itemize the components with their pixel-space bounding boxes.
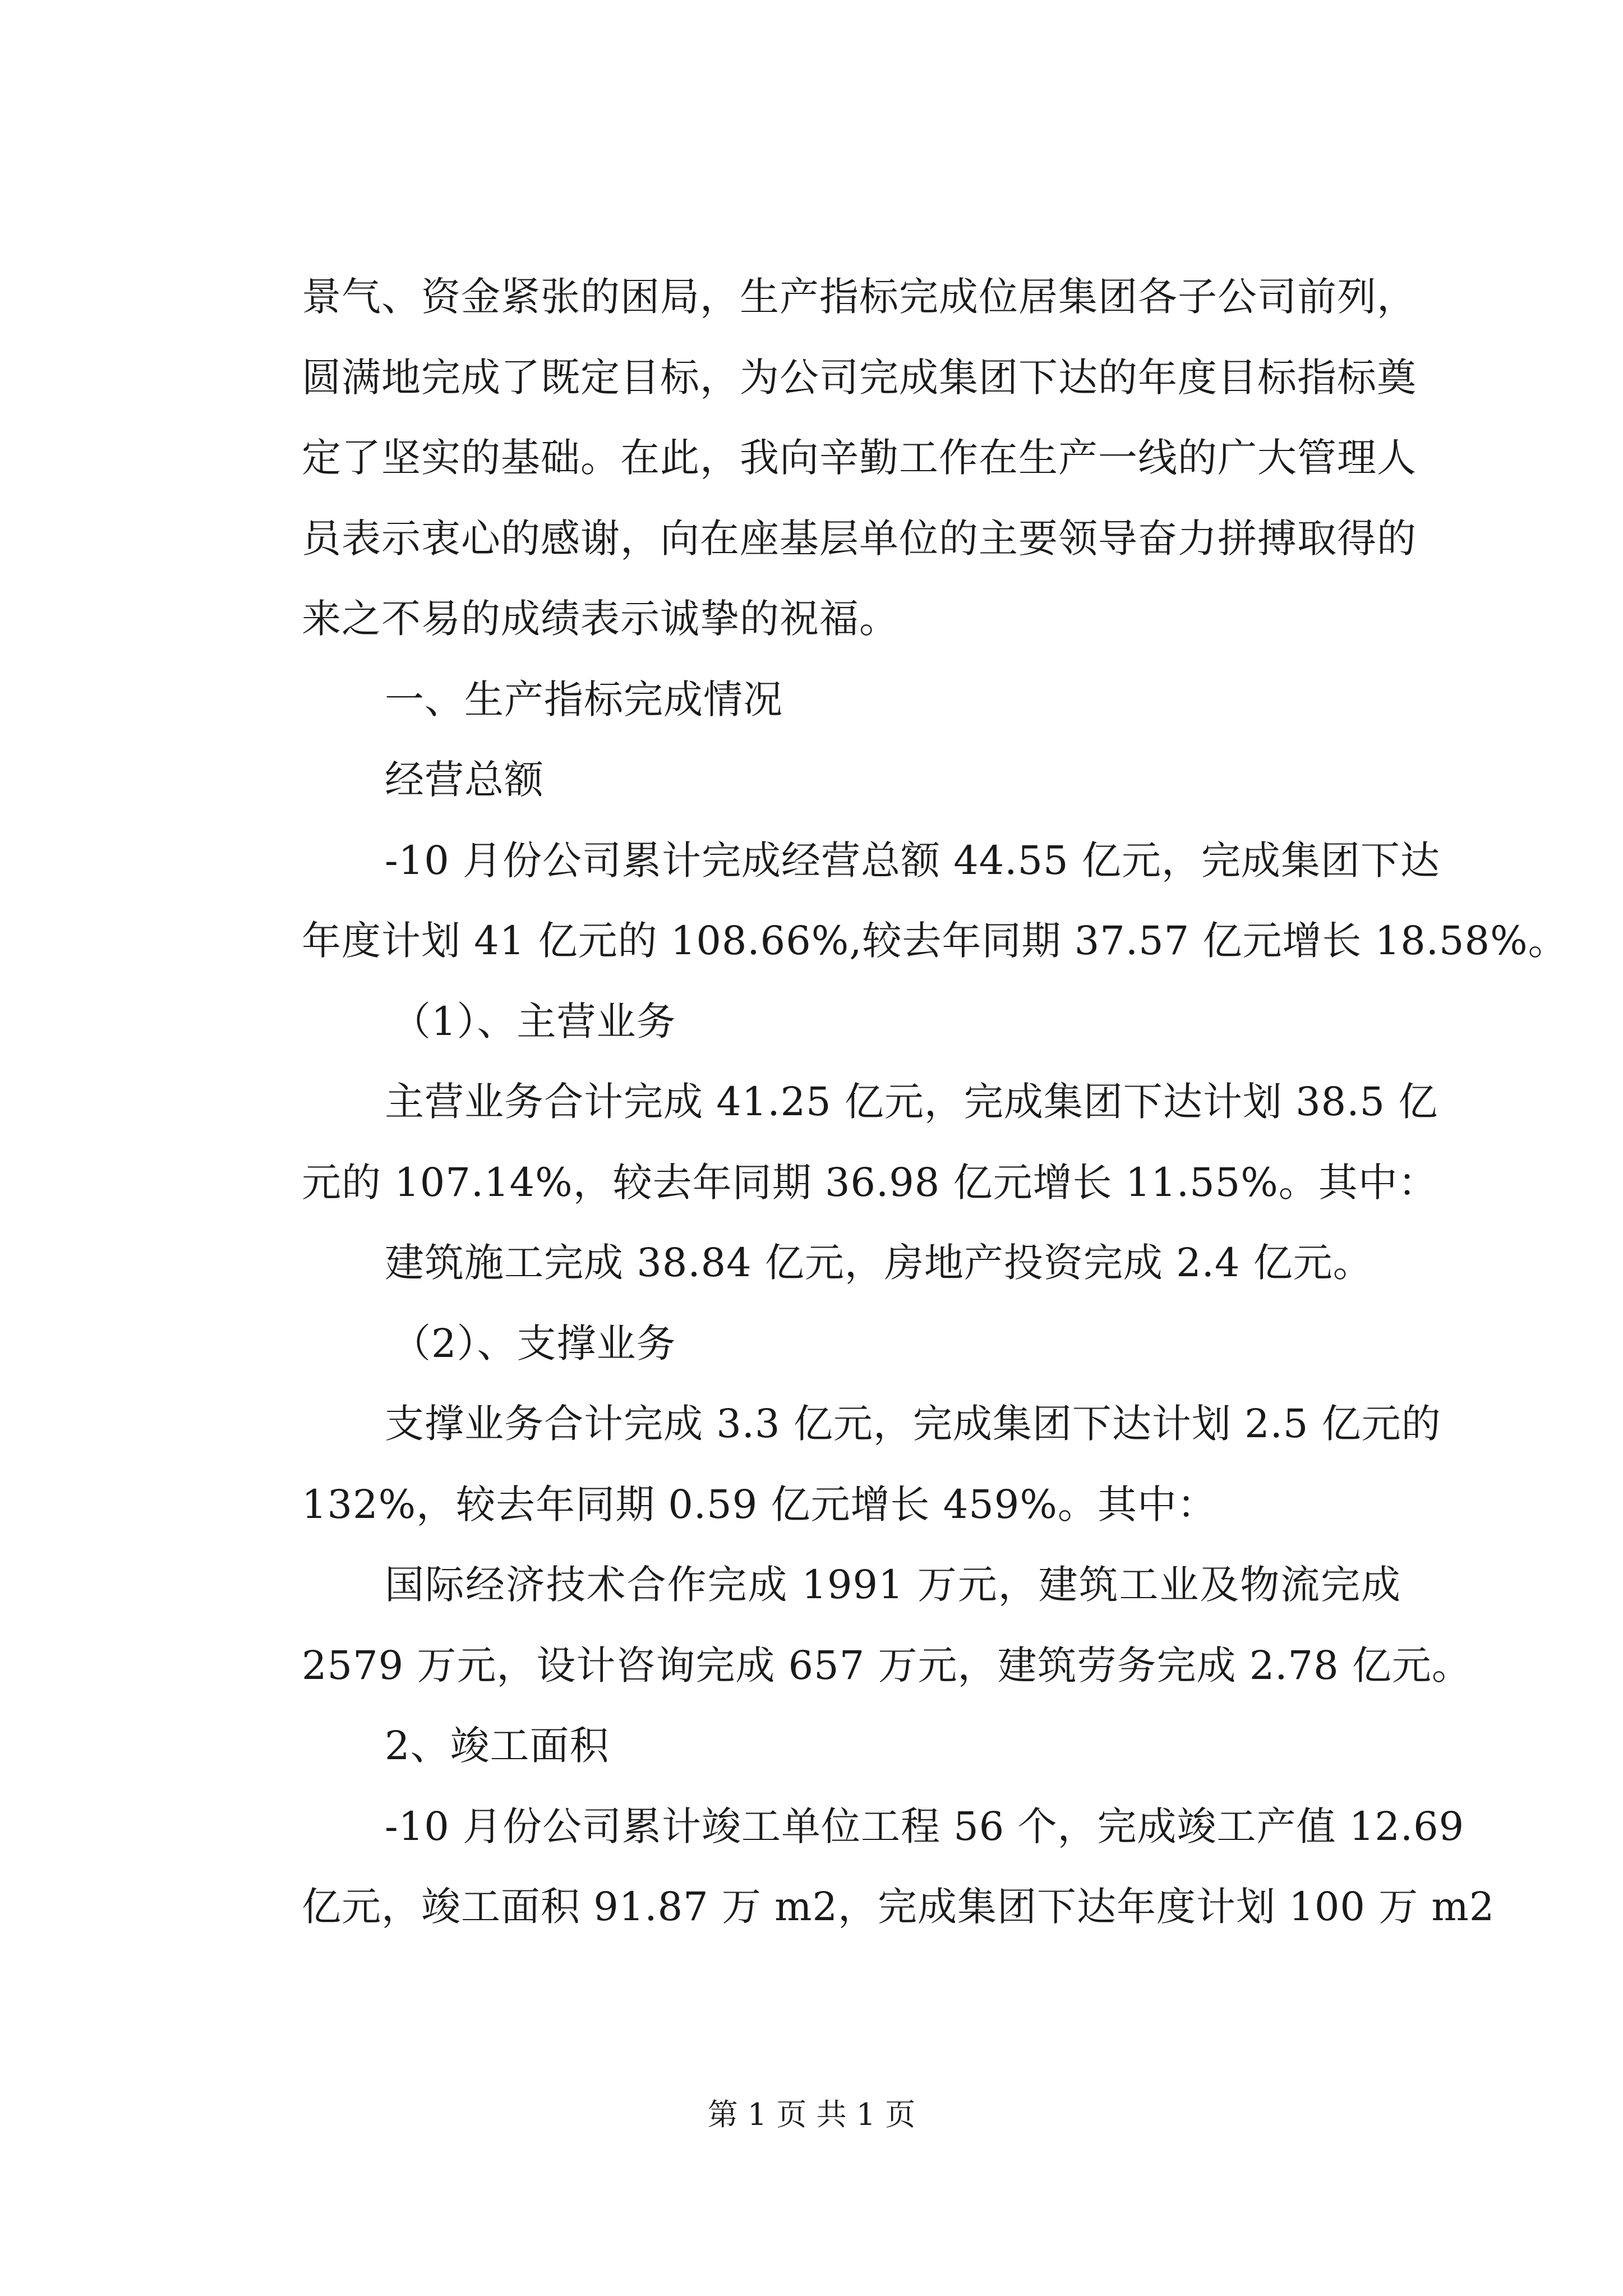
text-line: 景气、资金紧张的困局，生产指标完成位居集团各子公司前列，	[302, 274, 1417, 320]
text-line: 132%，较去年同期 0.59 亿元增长 459%。其中：	[302, 1481, 1217, 1527]
subsection-heading: 2、竣工面积	[385, 1723, 610, 1769]
text-line: -10 月份公司累计竣工单位工程 56 个，完成竣工产值 12.69	[385, 1803, 1465, 1849]
subsection-heading: （1）、主营业务	[391, 998, 676, 1045]
text-line: 定了坚实的基础。在此，我向辛勤工作在生产一线的广大管理人	[302, 435, 1417, 481]
text-line: 2579 万元，设计咨询完成 657 万元，建筑劳务完成 2.78 亿元。	[302, 1642, 1472, 1688]
page-number: 第 1 页 共 1 页	[707, 2097, 916, 2132]
text-line: 年度计划 41 亿元的 108.66%,较去年同期 37.57 亿元增长 18.58%。	[302, 918, 1568, 964]
text-line: 员表示衷心的感谢，向在座基层单位的主要领导奋力拼搏取得的	[302, 515, 1417, 562]
document-body	[302, 257, 1568, 1948]
text-line: 圆满地完成了既定目标，为公司完成集团下达的年度目标指标奠	[302, 354, 1417, 401]
text-line: 来之不易的成绩表示诚挚的祝福。	[302, 596, 899, 642]
text-line: 支撑业务合计完成 3.3 亿元，完成集团下达计划 2.5 亿元的	[385, 1401, 1441, 1447]
section-heading: 一、生产指标完成情况	[385, 676, 783, 723]
text-line: 主营业务合计完成 41.25 亿元，完成集团下达计划 38.5 亿	[385, 1079, 1438, 1125]
text-line: 国际经济技术合作完成 1991 万元，建筑工业及物流完成	[385, 1562, 1401, 1608]
text-line: 元的 107.14%，较去年同期 36.98 亿元增长 11.55%。其中：	[302, 1159, 1438, 1205]
text-line: -10 月份公司累计完成经营总额 44.55 亿元，完成集团下达	[385, 837, 1440, 884]
text-line: 建筑施工完成 38.84 亿元，房地产投资完成 2.4 亿元。	[385, 1240, 1373, 1286]
text-line: 亿元，竣工面积 91.87 万 m2，完成集团下达年度计划 100 万 m2	[302, 1884, 1495, 1930]
page-footer	[0, 2098, 1623, 2132]
subsection-heading: （2）、支撑业务	[391, 1320, 676, 1366]
subsection-heading: 经营总额	[385, 757, 544, 803]
